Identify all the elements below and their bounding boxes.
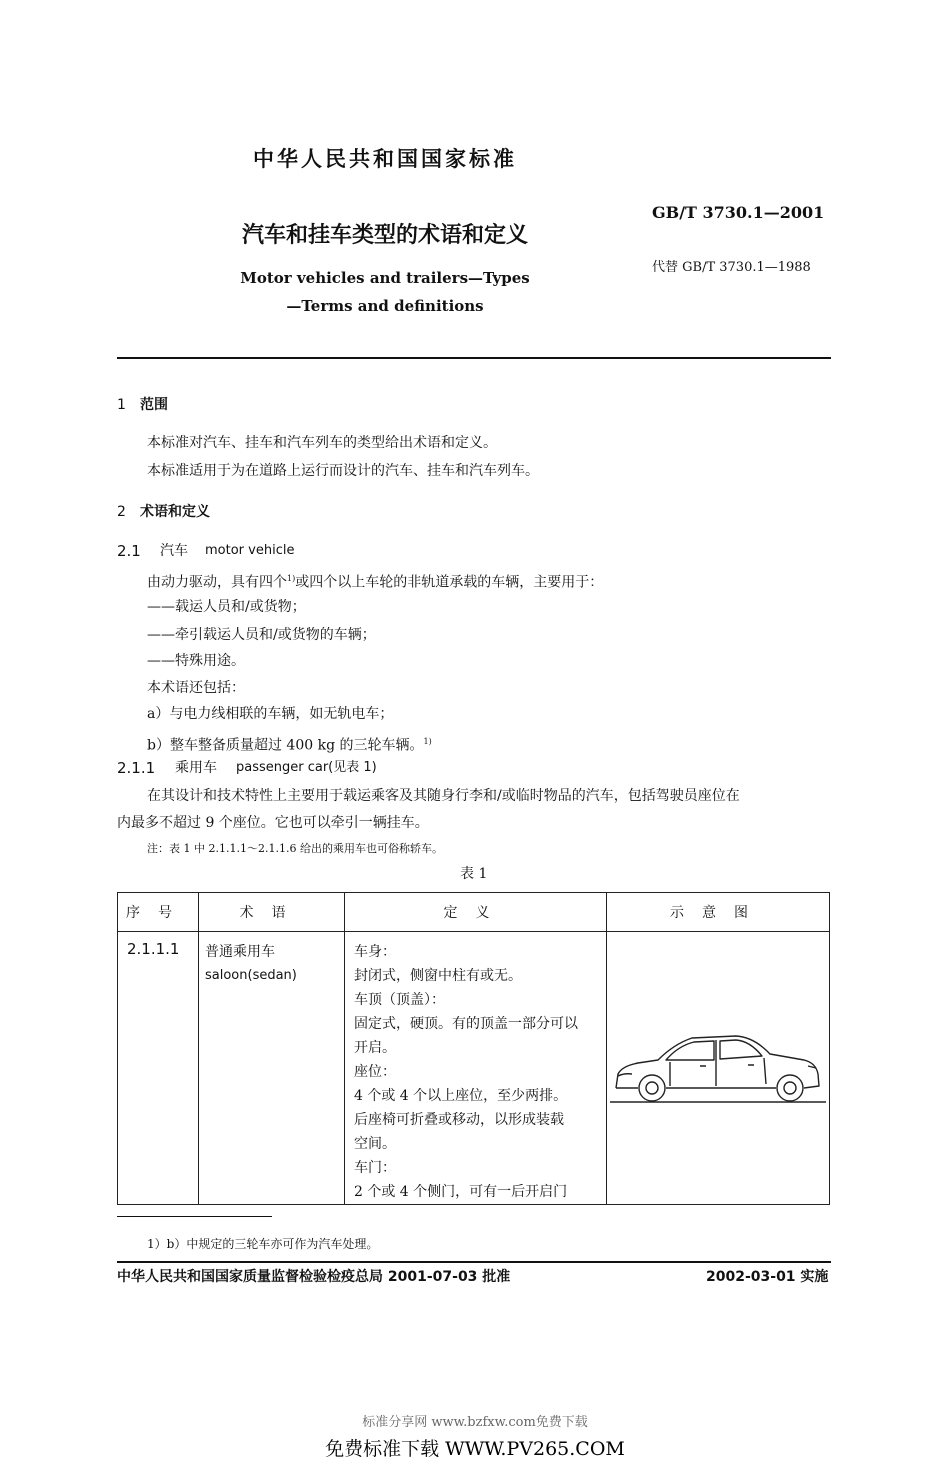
footer-rule [117,1261,831,1263]
row-term-cell [199,932,345,1205]
term-2-1-definition [147,570,603,592]
footnote-rule [117,1216,272,1217]
footnote-1: 1）b）中规定的三轮车亦可作为汽车处理。 [147,1237,379,1251]
section-2-heading: 术语和定义 [140,504,210,520]
definition-line: 座位： [354,1064,396,1080]
term-2-1-item-b-text: b）整车整备质量超过 400 kg 的三轮车辆。 [147,737,424,754]
document-title-cn: 汽车和挂车类型的术语和定义 [241,223,528,248]
definition-line: 开启。 [354,1040,396,1056]
table-header-term: 术语 [199,893,345,932]
section-1-para-1: 本标准对汽车、挂车和汽车列车的类型给出术语和定义。 [147,435,497,451]
term-2-1-1-cn: 乘用车 [175,760,217,776]
footnote-ref-1: 1) [287,574,296,583]
definition-line: 封闭式，侧窗中柱有或无。 [354,968,522,984]
section-1-heading: 范围 [140,397,168,413]
term-2-1-item-2: ——牵引载运人员和/或货物的车辆； [147,627,376,643]
implementation-date: 2002-03-01 实施 [706,1269,829,1285]
section-1-number: 1 [117,397,126,413]
term-2-1-item-b [147,733,432,755]
term-2-1-1-definition-line-1: 在其设计和技术特性上主要用于载运乘客及其随身行李和/或临时物品的汽车，包括驾驶员座位在 [147,788,740,804]
row-figure-cell [607,932,830,1205]
table-caption: 表 1 [460,866,488,882]
table-header-figure: 示意图 [607,893,830,932]
header-rule [117,357,831,359]
table-note: 注：表 1 中 2.1.1.1～2.1.1.6 给出的乘用车也可俗称轿车。 [147,842,443,855]
term-2-1-also-includes: 本术语还包括： [147,680,245,696]
row-number: 2.1.1.1 [127,940,180,958]
replaces-note: 代替 GB/T 3730.1—1988 [652,260,811,275]
document-title-en-2: —Terms and definitions [286,297,484,315]
term-2-1-number: 2.1 [117,542,141,560]
row-term-en: saloon(sedan) [205,968,297,983]
footnote-ref-2: 1) [423,737,432,746]
watermark-line-1: 标准分享网 www.bzfxw.com免费下载 [362,1415,588,1430]
term-2-1-item-1: ——载运人员和/或货物； [147,599,306,615]
definition-line: 后座椅可折叠或移动，以形成装载 [354,1112,564,1128]
term-2-1-1-number: 2.1.1 [117,759,156,777]
table-header-definition: 定义 [345,893,607,932]
watermark-line-2: 免费标准下载 WWW.PV265.COM [325,1438,625,1460]
section-2-number: 2 [117,504,126,520]
term-2-1-definition-part-1: 由动力驱动，具有四个 [147,574,287,591]
definition-line: 车门： [354,1160,396,1176]
definition-line: 4 个或 4 个以上座位，至少两排。 [354,1088,568,1104]
row-term-cn: 普通乘用车 [205,944,275,960]
table-row [118,932,830,1205]
definition-line: 车顶（顶盖）： [354,992,445,1008]
table-1 [117,892,830,1205]
term-2-1-item-3: ——特殊用途。 [147,653,245,669]
standard-code: GB/T 3730.1—2001 [652,203,825,222]
term-2-1-item-a: a）与电力线相联的车辆，如无轨电车； [147,706,394,722]
definition-line: 空间。 [354,1136,396,1152]
definition-line: 车身： [354,944,396,960]
table-header-number: 序号 [118,893,199,932]
term-2-1-cn: 汽车 [160,543,188,559]
term-2-1-1-definition-line-2: 内最多不超过 9 个座位。它也可以牵引一辆挂车。 [117,815,429,831]
row-definition-cell [345,932,607,1205]
document-title-en-1: Motor vehicles and trailers—Types [240,269,530,287]
term-2-1-1-en: passenger car(见表 1) [236,760,377,775]
term-2-1-definition-part-2: 或四个以上车轮的非轨道承载的车辆，主要用于： [295,574,604,591]
approval-line: 中华人民共和国国家质量监督检验检疫总局 2001-07-03 批准 [117,1269,511,1285]
row-number-cell [118,932,199,1205]
definition-line: 2 个或 4 个侧门，可有一后开启门 [354,1184,568,1200]
term-2-1-en: motor vehicle [205,543,295,558]
standard-series-title: 中华人民共和国国家标准 [253,147,517,171]
section-1-para-2: 本标准适用于为在道路上运行而设计的汽车、挂车和汽车列车。 [147,463,539,479]
sedan-car-icon [608,1016,828,1116]
table-header-row [118,893,830,932]
definition-line: 固定式，硬顶。有的顶盖一部分可以 [354,1016,578,1032]
